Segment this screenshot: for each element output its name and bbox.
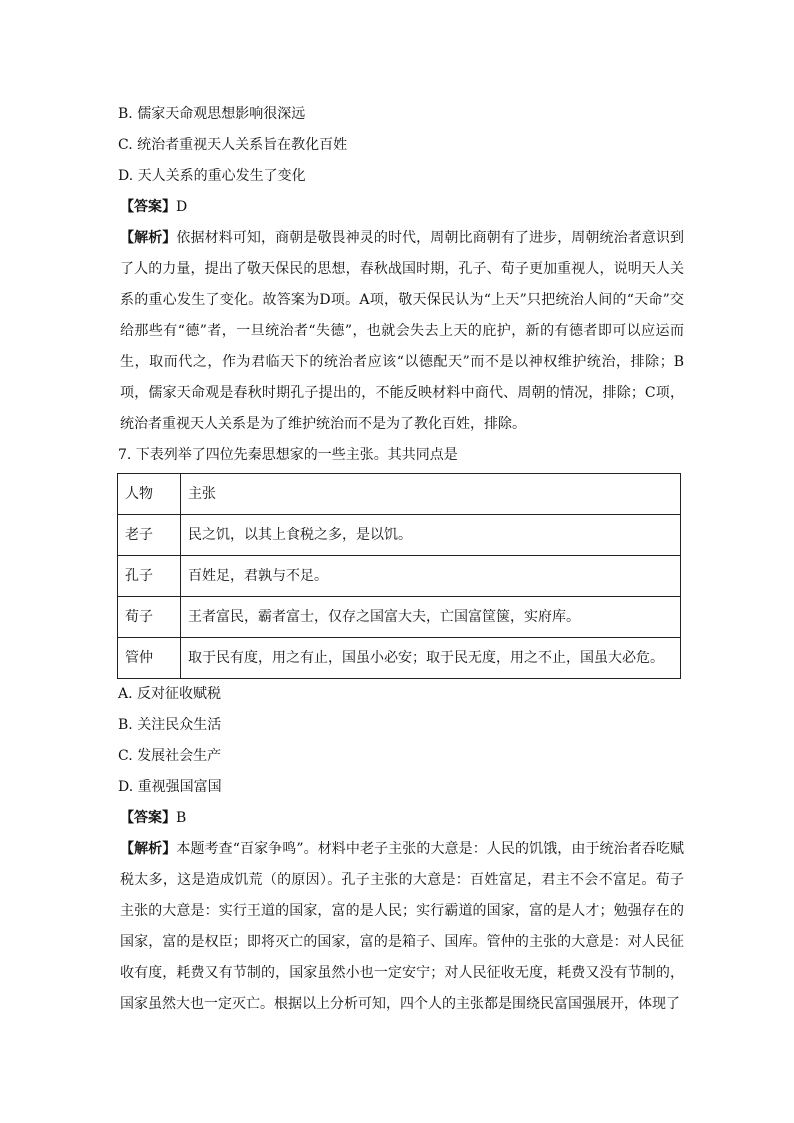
table-row [118,556,681,597]
q6-answer [118,192,684,223]
q7-analysis-text: 本题考查“百家争鸣”。材料中老子主张的大意是：人民的饥饿，由于统治者吞吃赋税太多，这是造成饥荒（的原因）。孔子主张的大意是：百姓富足，君主不会不富足。荀子主张的大意是：实行王道的国家，富的是人民；实行霸道的国家，富的是人才；勉强存在的国家，富的是权臣；即将灭亡的国家，富的是箱子、国库。管仲的主张的大意是：对人民征收有度，耗费又有节制的，国家虽然小也一定安宁；对人民征收无度，耗费又没有节制的，国家虽然大也一定灭亡。根据以上分析可知，四个人的主张都是围绕民富国强展开，体现了 [120,841,685,1012]
q7-option-c: C. 发展社会生产 [118,748,222,764]
table-cell-person: 荀子 [118,597,181,638]
q6-analysis-text: 依据材料可知，商朝是敬畏神灵的时代，周朝比商朝有了进步，周朝统治者意识到了人的力量，提出了敬天保民的思想，春秋战国时期，孔子、荀子更加重视人，说明天人关系的重心发生了变化。故答案为D项。A项，敬天保民认为“上天”只把统治人间的“天命”交给那些有“德”者，一旦统治者“失德”，也就会失去上天的庇护，新的有德者即可以应运而生，取而代之，作为君临天下的统治者应该“以德配天”而不是以神权维护统治，排除；B项，儒家天命观是春秋时期孔子提出的，不能反映材料中商代、周朝的情况，排除；C项，统治者重视天人关系是为了维护统治而不是为了教化百姓，排除。 [120,230,685,432]
table-header-row [118,474,681,515]
table-header-cell: 主张 [181,474,681,515]
table-cell-person: 管仲 [118,638,181,679]
table-cell-claim: 民之饥，以其上食税之多，是以饥。 [181,515,681,556]
table-header-cell: 人物 [118,474,181,515]
table-row [118,515,681,556]
q6-answer-value: D [176,199,188,215]
table-row [118,597,681,638]
q7-table [117,473,681,679]
q6-answer-label: 【答案】 [120,199,176,215]
table-cell-person: 老子 [118,515,181,556]
document-page [118,99,684,1020]
q7-analysis [118,834,684,1020]
table-cell-claim: 取于民有度，用之有止，国虽小必安；取于民无度，用之不止，国虽大必危。 [181,638,681,679]
q7-option-b: B. 关注民众生活 [118,717,222,733]
q7-answer [118,803,684,834]
q7-analysis-label: 【解析】 [120,841,177,857]
q6-option-d: D. 天人关系的重心发生了变化 [118,168,306,184]
q7-stem: 7. 下表列举了四位先秦思想家的一些主张。其共同点是 [118,447,458,463]
table-cell-person: 孔子 [118,556,181,597]
q7-option-d: D. 重视强国富国 [118,779,222,795]
q6-analysis-label: 【解析】 [120,230,177,246]
q6-option-c: C. 统治者重视天人关系旨在教化百姓 [118,137,348,153]
table-cell-claim: 王者富民，霸者富士，仅存之国富大夫，亡国富筐箧，实府库。 [181,597,681,638]
table-row [118,638,681,679]
q7-option-a: A. 反对征收赋税 [118,686,222,702]
q6-option-b: B. 儒家天命观思想影响很深远 [118,106,306,122]
table-cell-claim: 百姓足，君孰与不足。 [181,556,681,597]
q7-answer-label: 【答案】 [120,810,176,826]
q7-answer-value: B [176,810,187,826]
q6-analysis [118,223,684,440]
